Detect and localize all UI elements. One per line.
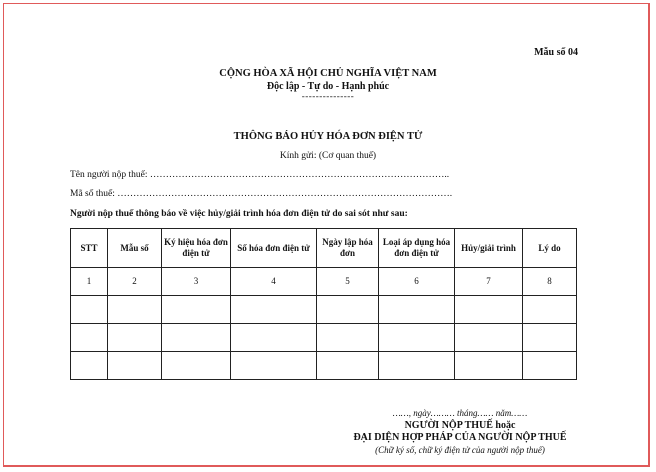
- tax-code-field: Mã số thuế: …………………………………………………………………………………………….: [70, 189, 453, 199]
- signer-title-line2: ĐẠI DIỆN HỢP PHÁP CỦA NGƯỜI NỘP THUẾ: [353, 432, 567, 443]
- national-motto: Độc lập - Tự do - Hạnh phúc: [266, 81, 390, 92]
- recipient-line: Kính gửi: (Cơ quan thuế): [279, 151, 377, 161]
- national-title: CỘNG HÒA XÃ HỘI CHỦ NGHĨA VIỆT NAM: [219, 68, 437, 79]
- column-number: 1: [71, 268, 108, 296]
- table-cell: [379, 352, 455, 380]
- header-cell: Ngày lập hóa đơn: [317, 229, 379, 268]
- table-cell: [162, 352, 231, 380]
- signature-date-line: ……, ngày……… tháng…… năm……: [392, 408, 528, 418]
- table-row: [71, 296, 577, 324]
- table-row: [71, 324, 577, 352]
- table-cell: [71, 352, 108, 380]
- table-cell: [455, 324, 523, 352]
- column-number: 4: [231, 268, 317, 296]
- table-header-row: [71, 229, 577, 268]
- table-cell: [379, 324, 455, 352]
- table-cell: [523, 324, 577, 352]
- header-cell: Số hóa đơn điện tử: [231, 229, 317, 268]
- table-row: [71, 352, 577, 380]
- taxpayer-name-field: Tên người nộp thuế: …………………………………………………………………………………..: [70, 170, 450, 180]
- column-number: 8: [523, 268, 577, 296]
- header-separator: ---------------: [301, 91, 355, 101]
- header-cell: Mẫu số: [108, 229, 162, 268]
- intro-statement: Người nộp thuế thông báo về việc hủy/giải trình hóa đơn điện tử do sai sót như sau:: [70, 209, 408, 219]
- table-cell: [317, 324, 379, 352]
- table-cell: [231, 352, 317, 380]
- invoice-cancellation-table: [70, 228, 577, 380]
- table-cell: [162, 324, 231, 352]
- signer-title-line1: NGƯỜI NỘP THUẾ hoặc: [404, 420, 516, 431]
- column-number: 2: [108, 268, 162, 296]
- table-cell: [108, 324, 162, 352]
- header-cell: Loại áp dụng hóa đơn điện tử: [379, 229, 455, 268]
- table-cell: [231, 296, 317, 324]
- column-number-row: [71, 268, 577, 296]
- column-number: 5: [317, 268, 379, 296]
- table-cell: [162, 296, 231, 324]
- table-cell: [455, 296, 523, 324]
- form-number: Mẫu số 04: [534, 47, 578, 58]
- table-cell: [523, 352, 577, 380]
- table-cell: [71, 324, 108, 352]
- column-number: 3: [162, 268, 231, 296]
- header-cell: STT: [71, 229, 108, 268]
- table-cell: [317, 352, 379, 380]
- table-cell: [231, 324, 317, 352]
- table-cell: [317, 296, 379, 324]
- table-cell: [523, 296, 577, 324]
- table-cell: [108, 296, 162, 324]
- header-cell: Lý do: [523, 229, 577, 268]
- document-title: THÔNG BÁO HỦY HÓA ĐƠN ĐIỆN TỬ: [233, 131, 423, 142]
- table-cell: [379, 296, 455, 324]
- table-cell: [455, 352, 523, 380]
- header-cell: Ký hiệu hóa đơn điện tử: [162, 229, 231, 268]
- table-cell: [71, 296, 108, 324]
- column-number: 6: [379, 268, 455, 296]
- header-cell: Hủy/giải trình: [455, 229, 523, 268]
- column-number: 7: [455, 268, 523, 296]
- signature-note: (Chữ ký số, chữ ký điện tử của người nộp thuế): [375, 445, 545, 455]
- table-cell: [108, 352, 162, 380]
